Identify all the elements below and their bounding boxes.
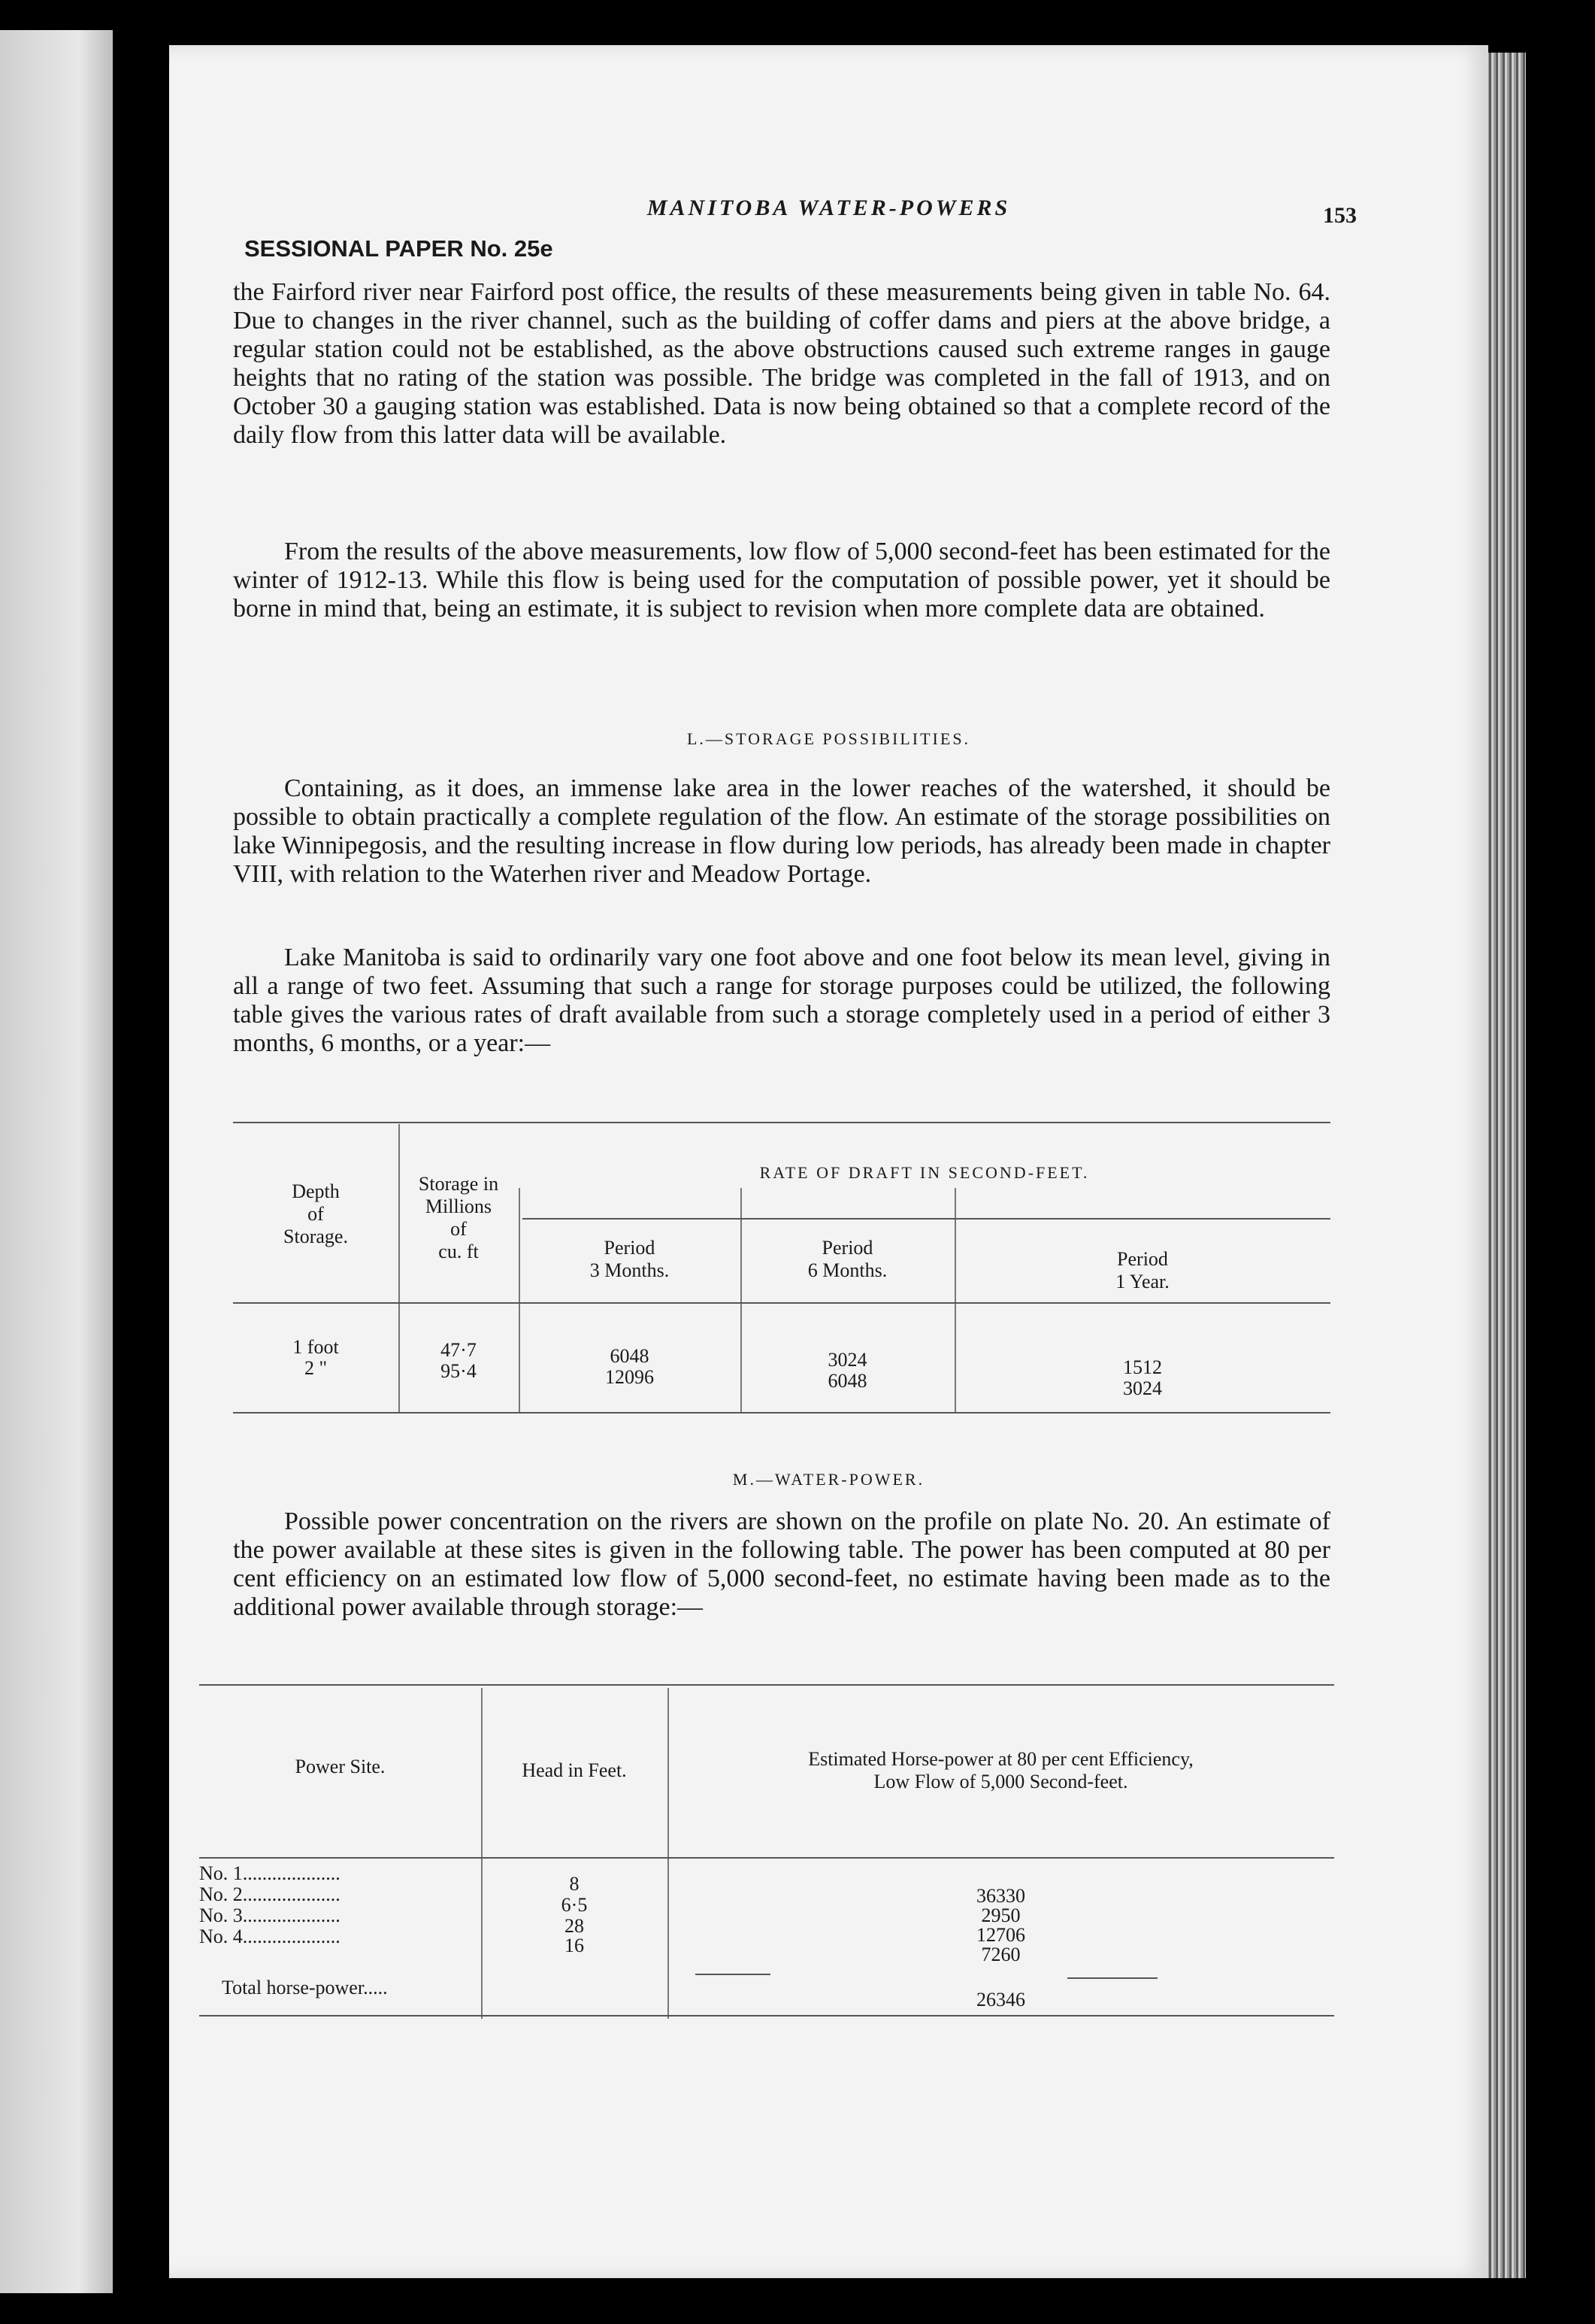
header-head-in-feet: Head in Feet. bbox=[522, 1759, 627, 1781]
header-period-1-year: Period 1 Year. bbox=[1115, 1248, 1170, 1292]
header-rate-of-draft: RATE OF DRAFT IN SECOND-FEET. bbox=[759, 1163, 1090, 1182]
heading-water-power: M.—WATER-POWER. bbox=[732, 1470, 925, 1489]
left-page-edge bbox=[0, 30, 113, 2293]
header-period-3-months: Period 3 Months. bbox=[589, 1237, 670, 1281]
header-power-site: Power Site. bbox=[295, 1756, 386, 1777]
total-horse-power-label: Total horse-power..... bbox=[222, 1977, 388, 1998]
total-horse-power-value: 26346 bbox=[976, 1989, 1025, 2010]
paragraph-storage-regulation: Containing, as it does, an immense lake area in the lower reaches of the watershed, it should be possible to obtain practically a complete regulation of the flow. An estimate of the storage possibilities on lake Winnipegosis, and the resulting increase in flow during low periods, has already been made in chapter VIII, with relation to the Waterhen river and Meadow Portage. bbox=[233, 774, 1330, 888]
table-top-rule bbox=[233, 1122, 1330, 1123]
header-depth-of-storage: Depth of Storage. bbox=[283, 1180, 348, 1247]
sessional-paper-label: SESSIONAL PAPER No. 25e bbox=[244, 235, 553, 262]
header-storage-millions: Storage in Millions of cu. ft bbox=[418, 1173, 499, 1262]
document-page: MANITOBA WATER-POWERS 153 SESSIONAL PAPER No. 25e the Fairford river near Fairford post office, the results of these measurements being given in table No. 64. Due to changes in the river channel, such as the building of coffer dams and piers at the above bridge, a regular station could not be established, as the above obstructions caused such extreme ranges in gauge heights that no rating of the station was possible. The bridge was completed in the fall of 1913, and on October 30 a gauging station was established. Data is now being obtained so that a complete record of the daily flow from this latter data will be available. From the results of the above measurements, low flow of 5,000 second-feet has been estimated for the winter of 1912-13. While this flow is being used for the computation of possible power, yet it should be borne in mind that, being an estimate, it is subject to revision when more complete data are obtained. L.—STORAGE POSSIBILITIES. Containing, as it does, an immense lake area in the lower reaches of the watershed, it should be possible to obtain practically a complete regulation of the flow. An estimate of the storage possibilities on lake Winnipegosis, and the resulting increase in flow during low periods, has already been made in chapter VIII, with relation to the Waterhen river and Meadow Portage. Lake Manitoba is said to ordinarily vary one foot above and one foot below its mean level, giving in all a range of two feet. Assuming that such a range for storage purposes could be utilized, the following table gives the various rates of draft available from such a storage completely used in a period of either 3 months, 6 months, or a year:— Depth of Storage. Storage in Millions of cu. ft RATE OF DRAFT IN SECOND-FEET. Period 3 Months. Period 6 Months. Period 1 Year. 1 foot 47·7 6048 3024 1512 2 " 95·4 12096 6048 3024 M.—WATER-POWER. Possible power concentration on the rivers are shown on the profile on plate No. 20. An estimate of the power available at these sites is given in the following table. The power has been computed at 80 per cent efficiency on an estimated low flow of 5,000 second-feet, no estimate having been made as to the additional power available through storage:— Power Site. Head in Feet. Estimated Horse-power at 80 per cent Efficiency, Low Flow of 5,000 Second-feet. No. 1.................... 8 36330 No. 2.................... 6·5 2950 No. 3.................... 28 12706 No. 4.................... 16 7260 Total horse-power..... 26346 bbox=[169, 45, 1488, 2278]
header-estimated-horse-power: Estimated Horse-power at 80 per cent Efficiency, Low Flow of 5,000 Second-feet. bbox=[808, 1748, 1194, 1792]
paragraph-low-flow-estimate: From the results of the above measurements, low flow of 5,000 second-feet has been estimated for the winter of 1912-13. While this flow is being used for the computation of possible power, yet it should be borne in mind that, being an estimate, it is subject to revision when more complete data are obtained. bbox=[233, 538, 1330, 623]
paragraph-fairford-measurements: the Fairford river near Fairford post office, the results of these measurements being given in table No. 64. Due to changes in the river channel, such as the building of coffer dams and piers at the above bridge, a regular station could not be established, as the above obstructions caused such extreme ranges in gauge heights that no rating of the station was possible. The bridge was completed in the fall of 1913, and on October 30 a gauging station was established. Data is now being obtained so that a complete record of the daily flow from this latter data will be available. bbox=[233, 278, 1330, 449]
paragraph-lake-manitoba: Lake Manitoba is said to ordinarily vary one foot above and one foot below its mean level, giving in all a range of two feet. Assuming that such a range for storage purposes could be utilized, the following table gives the various rates of draft available from such a storage completely used in a period of either 3 months, 6 months, or a year:— bbox=[233, 944, 1330, 1057]
running-title: MANITOBA WATER-POWERS bbox=[646, 195, 1011, 220]
page-number: 153 bbox=[1323, 203, 1357, 228]
header-period-6-months: Period 6 Months. bbox=[807, 1237, 888, 1281]
paragraph-power-concentration: Possible power concentration on the rivers are shown on the profile on plate No. 20. An estimate of the power available at these sites is given in the following table. The power has been computed at 80 per cent efficiency on an estimated low flow of 5,000 second-feet, no estimate having been made as to the additional power available through storage:— bbox=[233, 1507, 1330, 1621]
heading-storage-possibilities: L.—STORAGE POSSIBILITIES. bbox=[686, 729, 971, 748]
